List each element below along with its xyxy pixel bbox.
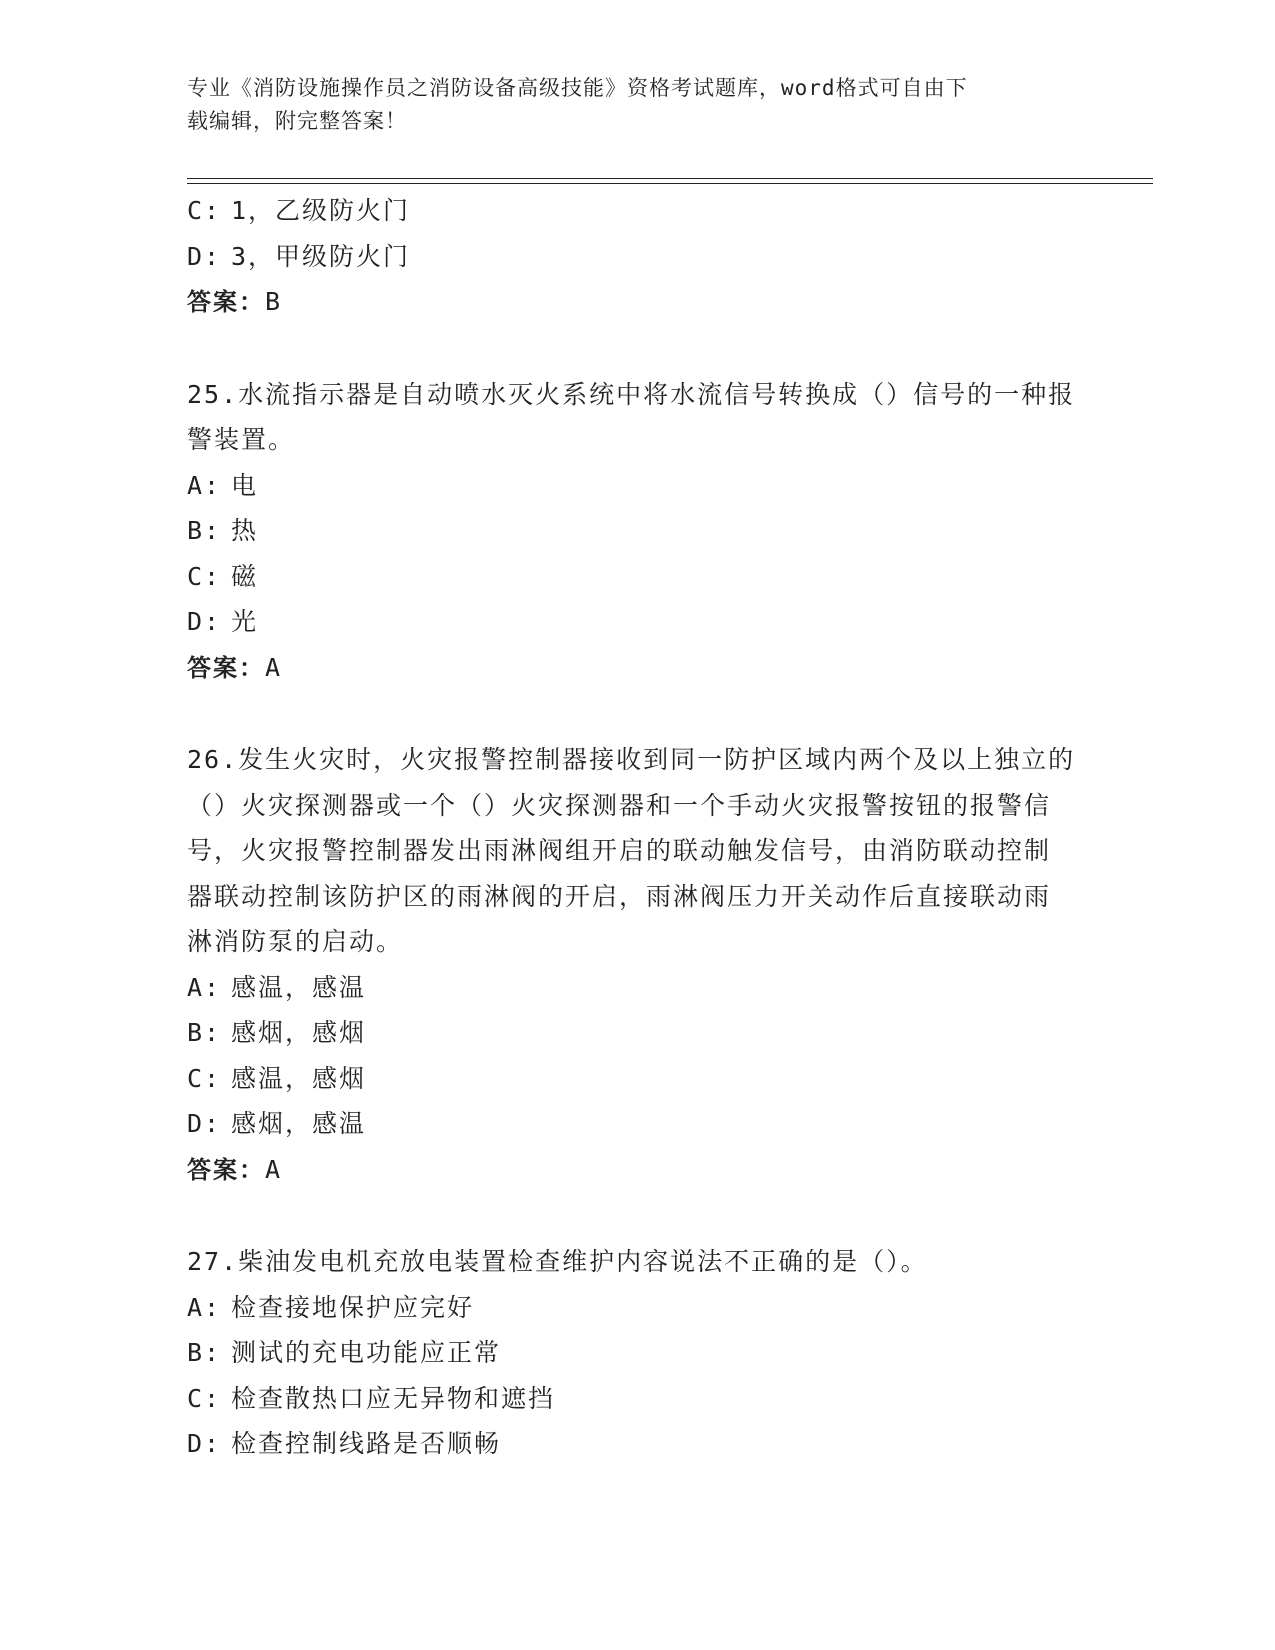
option-text: 电 xyxy=(231,470,259,500)
option-key: D: xyxy=(187,1109,222,1138)
option-key: A: xyxy=(187,1292,222,1322)
option-key: C: xyxy=(187,561,222,591)
question-content xyxy=(187,188,1087,1467)
answer-line xyxy=(187,645,1087,692)
answer-line xyxy=(187,1147,1087,1194)
option-key: B: xyxy=(187,516,222,545)
option-key: C: xyxy=(187,1383,222,1413)
option-key: D: xyxy=(187,607,222,636)
answer-value: A xyxy=(265,1154,283,1184)
option-text: 感温，感烟 xyxy=(231,1063,367,1093)
option-key: D: xyxy=(187,1429,222,1458)
option-key: C: xyxy=(187,196,222,225)
option-text: 感烟，感烟 xyxy=(231,1018,367,1047)
question-block xyxy=(187,737,1087,1193)
option-text: 磁 xyxy=(231,561,259,591)
header-title-line-2: 载编辑，附完整答案！ xyxy=(187,109,407,133)
option-item xyxy=(187,1101,1087,1147)
option-item xyxy=(187,188,1087,234)
option-item xyxy=(187,554,1087,600)
header-title-line-1: 专业《消防设施操作员之消防设备高级技能》资格考试题库，word格式可自由下 xyxy=(187,76,968,100)
option-key: C: xyxy=(187,1063,222,1093)
option-item xyxy=(187,1376,1087,1422)
option-key: A: xyxy=(187,470,222,500)
question-text: 26.发生火灾时，火灾报警控制器接收到同一防护区域内两个及以上独立的（）火灾探测器或一个（）火灾探测器和一个手动火灾报警按钮的报警信号，火灾报警控制器发出雨淋阀组开启的联动触发信号，由消防联动控制器联动控制该防护区的雨淋阀的开启，雨淋阀压力开关动作后直接联动雨淋消防泵的启动。 xyxy=(187,745,1076,956)
option-text: 检查接地保护应完好 xyxy=(231,1292,475,1322)
option-text: 感温，感温 xyxy=(231,972,367,1002)
option-item xyxy=(187,599,1087,645)
answer-label: 答案： xyxy=(187,653,265,682)
option-text: 光 xyxy=(231,607,259,636)
option-item xyxy=(187,234,1087,280)
option-key: D: xyxy=(187,241,222,271)
option-text: 1，乙级防火门 xyxy=(231,196,411,225)
answer-label: 答案： xyxy=(187,1155,265,1184)
option-text: 检查控制线路是否顺畅 xyxy=(231,1429,502,1458)
question-block xyxy=(187,1239,1087,1467)
option-text: 热 xyxy=(231,516,259,545)
header-divider-bottom xyxy=(187,183,1153,184)
option-item xyxy=(187,508,1087,554)
answer-label: 答案： xyxy=(187,288,265,316)
option-text: 3，甲级防火门 xyxy=(231,241,411,271)
question-text: 25.水流指示器是自动喷水灭火系统中将水流信号转换成（）信号的一种报警装置。 xyxy=(187,379,1076,454)
question-text: 27.柴油发电机充放电装置检查维护内容说法不正确的是（）。 xyxy=(187,1247,928,1276)
option-item xyxy=(187,1330,1087,1376)
option-text: 检查散热口应无异物和遮挡 xyxy=(231,1383,556,1413)
document-header xyxy=(187,72,1067,138)
header-divider-top xyxy=(187,178,1153,179)
option-text: 测试的充电功能应正常 xyxy=(231,1338,502,1367)
option-text: 感烟，感温 xyxy=(231,1109,367,1138)
option-key: A: xyxy=(187,972,222,1002)
answer-value: B xyxy=(265,287,283,316)
option-item xyxy=(187,1285,1087,1331)
option-key: B: xyxy=(187,1338,222,1367)
option-item xyxy=(187,1056,1087,1102)
answer-value: A xyxy=(265,652,283,682)
option-item xyxy=(187,463,1087,509)
option-key: B: xyxy=(187,1018,222,1047)
question-block xyxy=(187,372,1087,692)
option-item xyxy=(187,1010,1087,1056)
option-item xyxy=(187,965,1087,1011)
carry-over-block xyxy=(187,188,1087,326)
option-item xyxy=(187,1421,1087,1467)
answer-line xyxy=(187,279,1087,326)
